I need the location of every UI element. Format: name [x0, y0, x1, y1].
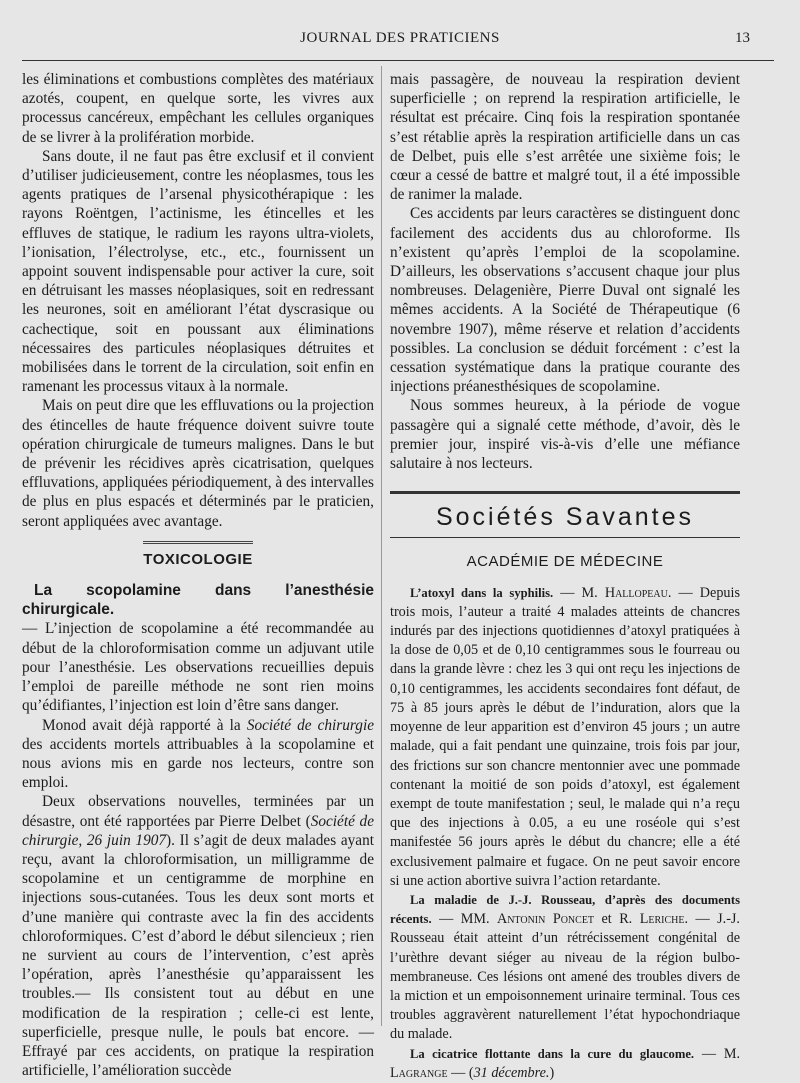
- article-title: La scopolamine dans l’anesthésie chirurgicale.: [22, 582, 374, 619]
- text-run: — MM.: [431, 911, 497, 928]
- text-run: Monod avait déjà rapporté à la: [42, 716, 247, 734]
- paragraph: mais passagère, de nouveau la respiration devient superficielle ; on reprend la respiration artificielle, le résultat est précaire. Cinq fois la respiration spontanée s’est rétablie après la respiration artificielle dans un cas de Delbet, puis elle s’est arrêtée une sixième fois; le cœur a cessé de battre et malgré tout, il a été impossible de ranimer la malade.: [390, 71, 740, 204]
- author-name: R. Leriche: [619, 911, 685, 928]
- paragraph: Nous sommes heureux, à la période de vogue passagère qui a signalé cette méthode, d’avoir, dès le premier jour, inspiré vis-à-vis d’elle une méfiance salutaire à nos lecteurs.: [390, 397, 740, 473]
- society-entry: [390, 1045, 740, 1083]
- text-run: — M.: [694, 1045, 740, 1062]
- paragraph: Mais on peut dire que les effluvations ou la projection des étincelles de haute fréquence doivent suivre toute opération chirurgicale de tumeurs malignes. Dans le but de prévenir les récidives après cicatrisation, quelques effluvations, appliquées périodiquement, à des intervalles de plus en plus espacés et déterminés par le praticien, seront appliquées avec avantage.: [22, 397, 374, 530]
- section-rule-bottom: [390, 537, 740, 538]
- page-number: 13: [735, 30, 750, 46]
- paragraph: Ces accidents par leurs caractères se distinguent donc facilement des accidents dus au chloroforme. Ils n’existent qu’après l’emploi de la scopolamine. D’ailleurs, les observations s’accusent chaque jour plus nombreuses. Delagenière, Pierre Duval ont signalé les mêmes accidents. A la Société de Thérapeutique (6 novembre 1907), même réserve et relation d’accidents possibles. La conclusion se déduit forcément : c’est la cessation systématique dans la pratique courante des injections préanesthésiques de scopolamine.: [390, 205, 740, 396]
- paragraph: les éliminations et combustions complètes des matériaux azotés, coupent, en quelque sorte, les vivres aux processus cancéreux, empêchant les cellules organiques de se livrer à la prolifération morbide.: [22, 71, 374, 146]
- paragraph: Sans doute, il ne faut pas être exclusif et il convient d’utiliser judicieusement, contre les néoplasmes, tous les agents pratiques de l’arsenal physicothérapique : les rayons Roëntgen, l’actinisme, les étincelles et les effluves de statique, le radium les rayons ultra-violets, l’ionisation, l’électrolyse, etc., etc., fournissent un appoint souvent indispensable pour activer la cure, soit en détruisant les masses néoplasiques, soit en redressant les neurones, soit en améliorant l’état dyscrasique ou cachectique, soit en poussant aux éliminations nécessaires des particules néoplasiques détruites et mobilisées dans le torrent de la circulation, soit enfin en ramenant les processus vitaux à la normale.: [22, 147, 374, 396]
- text-run: — (: [447, 1064, 474, 1081]
- left-column: [22, 70, 374, 1080]
- subsection-heading: ACADÉMIE DE MÉDECINE: [466, 553, 664, 571]
- entry-title: La maladie de J.-J. Rousseau, d’après des documents récents.: [390, 892, 740, 927]
- paragraph: [22, 792, 374, 1080]
- running-head: [0, 30, 800, 50]
- journal-reference: Société de chirurgie, 26 juin 1907: [22, 812, 374, 849]
- column-divider: [381, 66, 382, 1026]
- society-entry: [390, 584, 740, 891]
- society-entry: [390, 891, 740, 1045]
- section-heading-large: Sociétés Savantes: [435, 503, 695, 532]
- text-run: . — J.-J. Rousseau était atteint d’un rétrécissement congénital de l’urèthre devant siéger au niveau de la région bulbo-membraneuse. Ces lésions ont amené des troubles divers de la miction et un empoisonnement urinaire terminal. Tous ces troubles aggravèrent naturellement l’état hypochondriaque du malade.: [390, 911, 740, 1043]
- author-name: Antonin Poncet: [496, 911, 595, 928]
- text-run: Deux observations nouvelles, terminées par un désastre, ont été rapportées par Pierre Delbet (: [22, 793, 374, 830]
- text-run: et: [594, 911, 620, 928]
- journal-reference: Société de chirurgie: [246, 716, 374, 734]
- journal-title: JOURNAL DES PRATICIENS: [300, 30, 500, 46]
- section-rule: [143, 541, 253, 544]
- text-run: . — Depuis trois mois, l’auteur a traité 4 malades atteints de chancres indurés par des injections quotidiennes d’atoxyl pratiquées à la dose de 0,05 et de 0,10 centigrammes sous le fourreau ou dans la grande lèvre : chez les 3 qui ont reçu les injections de 0,10 centigrammes, les accidents secondaires font défaut, de 75 à 85 jours après le début de l’induration, alors que la moyenne de leur apparition est d’environ 45 jours ; un autre malade, qui a fait pendant une quinzaine, trois fois par jour, des frictions sur son chancre mentonnier avec une pommade contenant la moitié de son poids d’atoxyl, est également exempt de toute manifestation ; seul, le malade qui n’a reçu que des injections à 0.05, a eu une roséole qui s’est manifestée 56 jours après le début du chancre; elle a été exclusivement palmaire et fugace. On ne peut savoir encore si une action abortive suivra l’action retardante.: [390, 584, 740, 889]
- header-rule: [22, 60, 774, 61]
- section-heading: TOXICOLOGIE: [143, 550, 253, 568]
- paragraph: — L’injection de scopolamine a été recommandée au début de la chloroformisation comme un adjuvant utile pour l’anesthésie. Les observations recueillies depuis l’emploi de pareille méthode ne sont rien moins qu’édifiantes, l’injection est loin d’être sans danger.: [22, 620, 374, 715]
- author-name: Lagrange: [390, 1064, 448, 1081]
- section-rule-top: [390, 491, 740, 494]
- entry-date: 31 décembre.: [473, 1064, 550, 1081]
- text-run: — M.: [553, 584, 605, 601]
- right-column: [390, 70, 740, 1083]
- text-run: ): [549, 1064, 555, 1081]
- text-run: des accidents mortels attribuables à la scopolamine et nous avions mis en garde nos lecteurs, contre son emploi.: [22, 735, 374, 792]
- text-run: ). Il s’agit de deux malades ayant reçu, avant la chloroformisation, un milligramme de scopolamine et un centigramme de morphine en injections sous-cutanées. Tous les deux sont morts et d’une manière qui contraste avec la fin des accidents chloroformiques. C’est d’abord le début silencieux ; rien ne survient au cours de l’intervention, c’est après l’opération, après l’anesthésie qu’apparaissent les troubles.— Ils consistent tout au début en une modification de la respiration ; celle-ci est lente, superficielle, presque nulle, le pouls bat encore. — Effrayé par ces accidents, on pratique la respiration artificielle, l’amélioration succède: [22, 831, 374, 1080]
- paragraph: [22, 716, 374, 793]
- entry-title: La cicatrice flottante dans la cure du glaucome.: [410, 1046, 695, 1061]
- author-name: Hallopeau: [604, 584, 668, 601]
- entry-title: L’atoxyl dans la syphilis.: [410, 585, 554, 600]
